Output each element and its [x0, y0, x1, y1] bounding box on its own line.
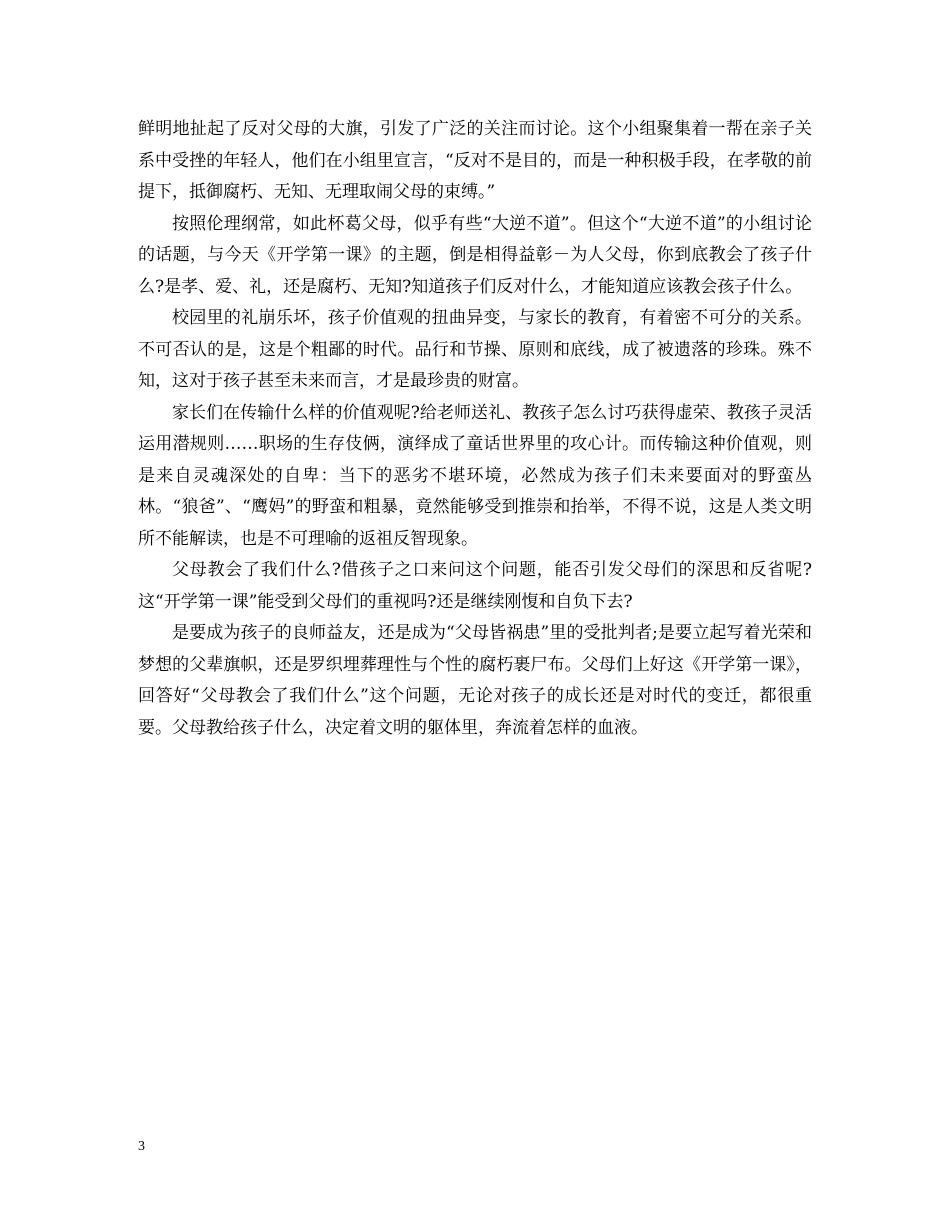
- paragraph-4: 家长们在传输什么样的价值观呢?给老师送礼、教孩子怎么讨巧获得虚荣、教孩子灵活运用潜规则……职场的生存伎俩，演绎成了童话世界里的攻心计。而传输这种价值观，则是来自灵魂深处的自卑：当下的恶劣不堪环境，必然成为孩子们未来要面对的野蛮丛林。“狼爸”、“鹰妈”的野蛮和粗暴，竟然能够受到推崇和抬举，不得不说，这是人类文明所不能解读，也是不可理喻的返祖反智现象。: [138, 402, 812, 549]
- page-number: 3: [138, 1139, 145, 1154]
- paragraph-2: 按照伦理纲常，如此杯葛父母，似乎有些“大逆不道”。但这个“大逆不道”的小组讨论的话题，与今天《开学第一课》的主题，倒是相得益彰－为人父母，你到底教会了孩子什么?是孝、爱、礼，还是腐朽、无知?知道孩子们反对什么，才能知道应该教会孩子什么。: [138, 213, 812, 297]
- paragraph-1: 鲜明地扯起了反对父母的大旗，引发了广泛的关注而讨论。这个小组聚集着一帮在亲子关系中受挫的年轻人，他们在小组里宣言，“反对不是目的，而是一种积极手段，在孝敬的前提下，抵御腐朽、无知、无理取闹父母的束缚。”: [138, 119, 812, 202]
- document-body: [138, 114, 812, 744]
- paragraph-6: 是要成为孩子的良师益友，还是成为“父母皆祸患”里的受批判者;是要立起写着光荣和梦想的父辈旗帜，还是罗织埋葬理性与个性的腐朽裹尸布。父母们上好这《开学第一课》，回答好“父母教会了我们什么”这个问题，无论对孩子的成长还是对时代的变迁，都很重要。父母教给孩子什么，决定着文明的躯体里，奔流着怎样的血液。: [138, 623, 812, 738]
- paragraph-3: 校园里的礼崩乐坏，孩子价值观的扭曲异变，与家长的教育，有着密不可分的关系。不可否认的是，这是个粗鄙的时代。品行和节操、原则和底线，成了被遗落的珍珠。殊不知，这对于孩子甚至未来而言，才是最珍贵的财富。: [138, 308, 812, 391]
- paragraph-5: 父母教会了我们什么?借孩子之口来问这个问题，能否引发父母们的深思和反省呢?这“开学第一课”能受到父母们的重视吗?还是继续刚愎和自负下去?: [138, 560, 812, 612]
